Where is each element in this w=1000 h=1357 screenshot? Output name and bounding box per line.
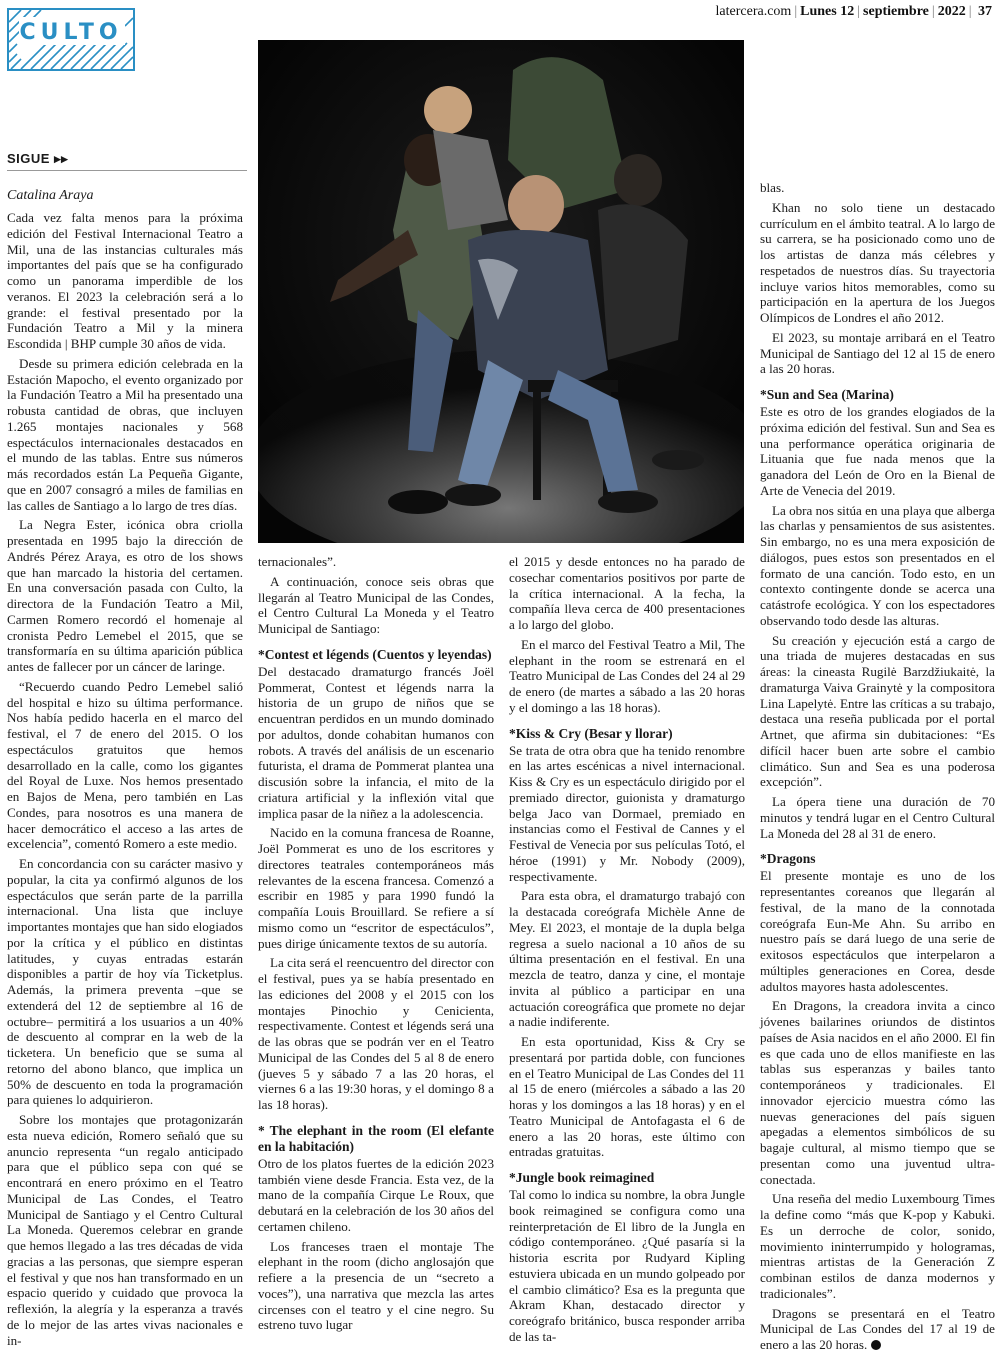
article-photo xyxy=(258,40,744,543)
paragraph: A continuación, conoce seis obras que llegarán al Teatro Municipal de las Condes, el Centro Cultural La Moneda y el Teatro Municipal de Santiago: xyxy=(258,573,494,636)
svg-text:CULTO: CULTO xyxy=(19,20,123,45)
paragraph: Tal como lo indica su nombre, la obra Jungle book reimagined se configura como una reinterpretación de El libro de la Jungla en código contemporáneo. ¿Qué pasaría si la historia escrita por Rudyard Kipling estuviera ubicada en un mundo golpeado por el cambio climático? Esa es la pregunta que Akram Khan, destacado director y coreógrafo británico, busca responder arriba de las ta- xyxy=(509,1187,745,1344)
paragraph: Desde su primera edición celebrada en la Estación Mapocho, el evento organizado por la Fundación Teatro a Mil ha presentado una robusta cantidad de obras, que incluyen 1.265 montajes nacionales y 568 espectáculos internacionales destacados en el mundo de las tablas. Entre sus números más recordados están La Pequeña Gigante, que en 2007 consagró a miles de familias en las calles de Santiago a lo largo de tres días. xyxy=(7,355,243,513)
paragraph: En concordancia con su carácter masivo y popular, la cita ya confirmó algunos de los espectáculos que serán parte de la parrilla internacional. Una lista que incluye importantes montajes que han sido elogiados por la crítica y el público en distintas latitudes, y cuyas entradas estarán disponibles a partir de hoy vía Ticketplus. Además, la primera preventa –que se extenderá del 12 de septiembre al 16 de octubre– permitirá a los usuarios a un 40% de descuento al comprar en la web de la ticketera. Un beneficio que se suma al retorno del abono blanco, que implica un 50% de descuento en toda la programación para quienes lo adquirieron. xyxy=(7,856,243,1108)
paragraph: Este es otro de los grandes elogiados de la próxima edición del festival. Sun and Sea es una performance operática originaria de Lituania que fue nada menos que la ganadora del León de Oro en la Bienal de Arte de Venecia del 2019. xyxy=(760,404,995,498)
paragraph: En Dragons, la creadora invita a cinco jóvenes bailarines oriundos de distintos países de Asia nacidos en el año 2000. El fin es que cada uno de ellos manifieste en las tablas sus esperanzas y bailes tanto contemporáneos y tradicionales. El innovador ejercicio muestra cómo las nuevas generaciones del país siguen apegadas a elementos simbólicos de su bagaje cultural, al mismo tiempo que se presentan como una juventud ultra-conectada. xyxy=(760,998,995,1187)
paragraph: En el marco del Festival Teatro a Mil, The elephant in the room se estrenará en el Teatro Municipal de Las Condes del 24 al 29 de enero (de martes a sábado a las 20 horas y el domingo a las 18 horas). xyxy=(509,636,745,715)
section-heading: *Sun and Sea (Marina) xyxy=(760,387,894,402)
paragraph: Los franceses traen el montaje The elephant in the room (dicho anglosajón que refiere a la presencia de un “secreto a voces”), una narrativa que mezcla las artes circenses con el teatro y el cine negro. Su estreno tuvo lugar xyxy=(258,1238,494,1333)
continues-label: SIGUE ▸▸ xyxy=(7,151,69,166)
section-heading: *Jungle book reimagined xyxy=(509,1170,655,1185)
final-paragraph-text: Dragons se presentará en el Teatro Municipal de Las Condes del 17 al 19 de enero a las 20 horas. xyxy=(760,1305,995,1352)
header-date: Lunes 12 xyxy=(800,4,855,19)
column-1 xyxy=(7,210,243,1352)
author-byline: Catalina Araya xyxy=(7,188,94,203)
column-4 xyxy=(760,180,995,1357)
paragraph: Para esta obra, el dramaturgo trabajó con la destacada coreógrafa Michèle Anne de Mey. El 2023, el montaje de la dupla belga regresa a suelo nacional a 10 años de su última presentación en el festival. En una mezcla de teatro, danza y cine, el montaje invita al público a participar en una actuación coreográfica que promete no dejar a nadie indiferente. xyxy=(509,888,745,1030)
header-month: septiembre xyxy=(863,4,929,19)
page-header: latercera.com | Lunes 12 | septiembre | 2022 | 37 xyxy=(715,4,992,19)
paragraph: Otro de los platos fuertes de la edición 2023 también viene desde Francia. Esta vez, de la mano de la compañía Cirque Le Roux, que debutará en la celebración de los 30 años del certamen chileno. xyxy=(258,1155,494,1234)
paragraph: Del destacado dramaturgo francés Joël Pommerat, Contest et légends narra la historia de un grupo de niños que se encuentran perdidos en un mundo dominado por adultos, donde cohabitan humanos con robots. A través del análisis de un escenario futurista, el drama de Pommerat plantea una discusión sobre la infancia, el mito de la criatura artificial y la inflexión vital que implica pasar de la niñez a la adolescencia. xyxy=(258,663,494,821)
paragraph: La Negra Ester, icónica obra criolla presentada en 1995 bajo la dirección de Andrés Pérez Araya, es otro de los shows que han marcado la historia del certamen. En una conversación pasada con Culto, la directora de la Fundación Teatro a Mil, Carmen Romero recordó el homenaje al cronista Pedro Lemebel el 2015, que se transformaría en su última aparición pública antes de fallecer por un cáncer de laringe. xyxy=(7,517,243,674)
paragraph: Sobre los montajes que protagonizarán esta nueva edición, Romero señaló que su anuncio representa “un regalo anticipado para que el público sepa con qué se encontrará en enero próximo en el Teatro Municipal de Las Condes, el Teatro Municipal de Santiago y el Centro Cultural La Moneda. Queremos celebrar en grande que hemos llegado a las tres décadas de vida gracias a las personas, que siempre esperan el festival y que nos han transformado en un espacio querido y cuidado que provoca la reflexión, la alegría y la esperanza a través de lo mejor de las artes vivas nacionales e in- xyxy=(7,1112,243,1348)
paragraph: El 2023, su montaje arribará en el Teatro Municipal de Santiago del 12 al 15 de enero a las 20 horas. xyxy=(760,329,995,377)
section-heading: * The elephant in the room (El elefante en la habitación) xyxy=(258,1122,494,1154)
divider xyxy=(7,170,247,171)
paragraph: Su creación y ejecución está a cargo de una triada de mujeres destacadas en sus áreas: la cineasta Rugilė Barzdžiukaitė, la dramaturga Vaiva Grainytė y la compositora Lina Lapelytė. Entre las críticas a su trabajo, destaca una reseña publicada por el portal Artnet, que afirma sin dubitaciones: “Es difícil hacer buen arte sobre el cambio climático. Sun and Sea es una poderosa excepción”. xyxy=(760,632,995,790)
paragraph: el 2015 y desde entonces no ha parado de cosechar comentarios positivos por parte de la crítica internacional. A la fecha, la compañía lleva cerca de 400 presentaciones a lo largo del globo. xyxy=(509,554,745,632)
section-heading: *Kiss & Cry (Besar y llorar) xyxy=(509,725,673,741)
paragraph: Nacido en la comuna francesa de Roanne, Joël Pommerat es uno de los escritores y directores teatrales contemporáneos más relevantes de la escena francesa. Comenzó a escribir en 1985 y para 1990 fundó la compañía Louis Brouillard. Se refiere a sí mismo como un “escritor de espectáculos”, pues dirige únicamente textos de su autoría. xyxy=(258,825,494,951)
culto-logo xyxy=(7,8,135,71)
section-heading: *Contest et légends (Cuentos y leyendas) xyxy=(258,646,492,662)
section-heading: *Dragons xyxy=(760,851,816,867)
paragraph: ternacionales”. xyxy=(258,554,337,569)
paragraph: La ópera tiene una duración de 70 minutos y tendrá lugar en el Centro Cultural La Moneda del 28 al 31 de enero. xyxy=(760,794,995,841)
site-name: latercera.com xyxy=(715,4,792,19)
header-year: 2022 xyxy=(937,4,966,19)
paragraph: La cita será el reencuentro del director con el festival, pues ya se había presentado en las ediciones del 2008 y el 2015 con los montajes Pinochio y Cenicienta, respectivamente. Contest et légends será una de las obras que se podrán ver en el Teatro Municipal de las Condes del 5 al 8 de enero (jueves 5 y sábado 7 a las 20 horas, el viernes 6 a las 19:30 horas, y el domingo 8 a las 18 horas). xyxy=(258,955,494,1112)
paragraph: Se trata de otra obra que ha tenido renombre en las artes escénicas a nivel internacional. Kiss & Cry es un espectáculo dirigido por el premiado director, guionista y dramaturgo belga Jaco van Dormael, premiado en instancias como el Festival de Cannes y el Festival de Venecia por sus películas Totó, el héroe (1991) y Mr. Nobody (2009), respectivamente. xyxy=(509,742,745,884)
paragraph: blas. xyxy=(760,180,785,195)
column-3 xyxy=(509,554,745,1349)
paragraph: Una reseña del medio Luxembourg Times la define como “más que K-pop y Kabuki. Es un derroche de color, sonido, movimiento ininterrumpido y hologramas, mientras artistas de la Generación Z combinan estilos de danza modernos y tradicionales”. xyxy=(760,1191,995,1301)
paragraph: En esta oportunidad, Kiss & Cry se presentará por partida doble, con funciones en el Teatro Municipal de Las Condes del 11 al 15 de enero (miércoles a sábado a las 20 horas y los domingos a las 18 horas) y en el Teatro Municipal de Antofagasta el 6 de enero a las 20 horas, este último con entradas gratuitas. xyxy=(509,1034,745,1160)
page-number: 37 xyxy=(978,4,992,19)
paragraph: “Recuerdo cuando Pedro Lemebel salió del hospital e hizo su última performance. Nos había pedido hacerla en el marco del festival, el 7 de enero del 2015. O los espectáculos gratuitos que hemos desarrollado en la calle, como los gigantes del Royal de Luxe. Nos hemos presentado en Bajos de Mena, pero también en Las Condes, para nosotros es una manera de hacer democrático el acceso a las artes de excelencia”, comentó Romero a este medio. xyxy=(7,678,243,852)
paragraph xyxy=(760,1306,995,1353)
paragraph: El presente montaje es uno de los representantes coreanos que llegarán al festival, de la mano de la connotada coreógrafa Eun-Me Ahn. Su arribo en nuestro país se dará luego de una serie de exitosos espectáculos que interpelaron a múltiples generaciones en Corea, desde adultos mayores hasta adolescentes. xyxy=(760,868,995,994)
paragraph: Cada vez falta menos para la próxima edición del Festival Internacional Teatro a Mil, una de las instancias culturales más importantes del país que se ha configurado como un panorama imperdible de los veranos. El 2023 la celebración será a lo grande: el festival presentado por la Fundación Teatro a Mil y la minera Escondida | BHP cumple 30 años de vida. xyxy=(7,210,243,351)
paragraph: Khan no solo tiene un destacado currículum en el ámbito teatral. A lo largo de su carrera, se ha posicionado como uno de los artistas de danza más célebres y respetados de nuestros días. Su trayectoria incluye varios hitos memorables, como su participación en la apertura de los Juegos Olímpicos de Londres el año 2012. xyxy=(760,199,996,325)
column-2 xyxy=(258,554,494,1337)
end-of-article-mark xyxy=(871,1340,881,1350)
paragraph: La obra nos sitúa en una playa que alberga las charlas y pensamientos de sus asistentes. Sin embargo, no es una mera exposición de diálogos, pues estos son presentados en el formato de una canción. Todo esto, en un contexto contingente donde se acerca una catástrofe ecológica. Y con los espectadores observando todo desde las alturas. xyxy=(760,502,995,628)
